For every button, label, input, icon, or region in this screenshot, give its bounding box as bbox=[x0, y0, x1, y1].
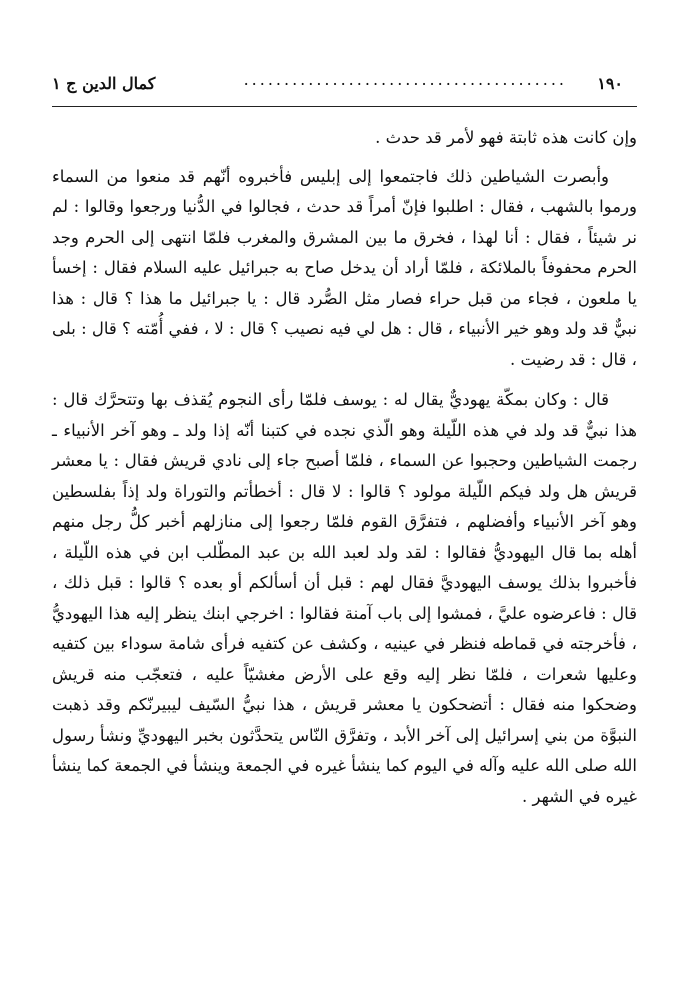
paragraph-jew-of-mecca: قال : وكان بمكّة يهوديٌّ يقال له : يوسف فلمّا رأى النجوم يُقذف بها وتتحرَّك قال : هذا نبيٌّ قد ولد في هذه اللّيلة وهو الّذي نجده في كتبنا أنّه إذا ولد ـ وهو آخر الأنبياء ـ رجمت الشياطين وحجبوا عن السماء ، فلمّا أصبح جاء إلى نادي قريش فقال : يا معشر قريش هل ولد فيكم اللّيلة مولود ؟ قالوا : لا قال : أخطأتم والتوراة ولد إذاً بفلسطين وهو آخر الأنبياء وأفضلهم ، فتفرَّق القوم فلمّا رجعوا إلى منازلهم أخبر كلُّ رجل منهم أهله بما قال اليهوديُّ فقالوا : لقد ولد لعبد الله بن عبد المطّلب ابن في هذه اللّيلة ، فأخبروا بذلك يوسف اليهوديَّ فقال لهم : قبل أن أسألكم أو بعده ؟ قالوا : قبل ذلك ، قال : فاعرضوه عليَّ ، فمشوا إلى باب آمنة فقالوا : اخرجي ابنك ينظر إليه هذا اليهوديُّ ، فأخرجته في قماطه فنظر في عينيه ، وكشف عن كتفيه فرأى شامة سوداء بين كتفيه وعليها شعرات ، فلمّا نظر إليه وقع على الأرض مغشيّاً عليه ، فتعجّب منه قريش وضحكوا منه فقال : أتضحكون يا معشر قريش ، هذا نبيُّ السّيف ليبيرنّكم وقد ذهبت النبوَّة من بني إسرائيل إلى آخر الأبد ، وتفرَّق النّاس يتحدَّثون بخبر اليهوديِّ ونشأ رسول الله صلى الله عليه وآله في اليوم كما ينشأ غيره في الجمعة وينشأ في الجمعة كما ينشأ غيره في الشهر . bbox=[52, 390, 637, 806]
paragraph-devils: وأبصرت الشياطين ذلك فاجتمعوا إلى إبليس فأخبروه أنّهم قد منعوا من السماء ورموا بالشهب ، فقال : اطلبوا فإنّ أمراً قد حدث ، فجالوا في الدُّنيا ورجعوا وقالوا : لم نر شيئاً ، فقال : أنا لهذا ، فخرق ما بين المشرق والمغرب فلمّا انتهى إلى الحرم وجد الحرم محفوفاً بالملائكة ، فلمّا أراد أن يدخل صاح به جبرائيل عليه السلام فقال : إخسأ يا ملعون ، فجاء من قبل حراء فصار مثل الصُّرد قال : يا جبرائيل ما هذا ؟ قال : هذا نبيٌّ قد ولد وهو خير الأنبياء ، قال : هل لي فيه نصيب ؟ قال : لا ، ففي أُمّته ؟ قال : بلى ، قال : قد رضيت . bbox=[52, 166, 637, 369]
paragraph-opening-line: وإن كانت هذه ثابتة فهو لأمر قد حدث . bbox=[375, 128, 637, 147]
book-page bbox=[52, 70, 637, 812]
page-number: ١٩٠ bbox=[597, 74, 623, 93]
header-leader-dots: ........................................ bbox=[243, 70, 567, 89]
page-header bbox=[52, 70, 637, 107]
running-title: كمال الدين ج ١ bbox=[52, 74, 156, 93]
